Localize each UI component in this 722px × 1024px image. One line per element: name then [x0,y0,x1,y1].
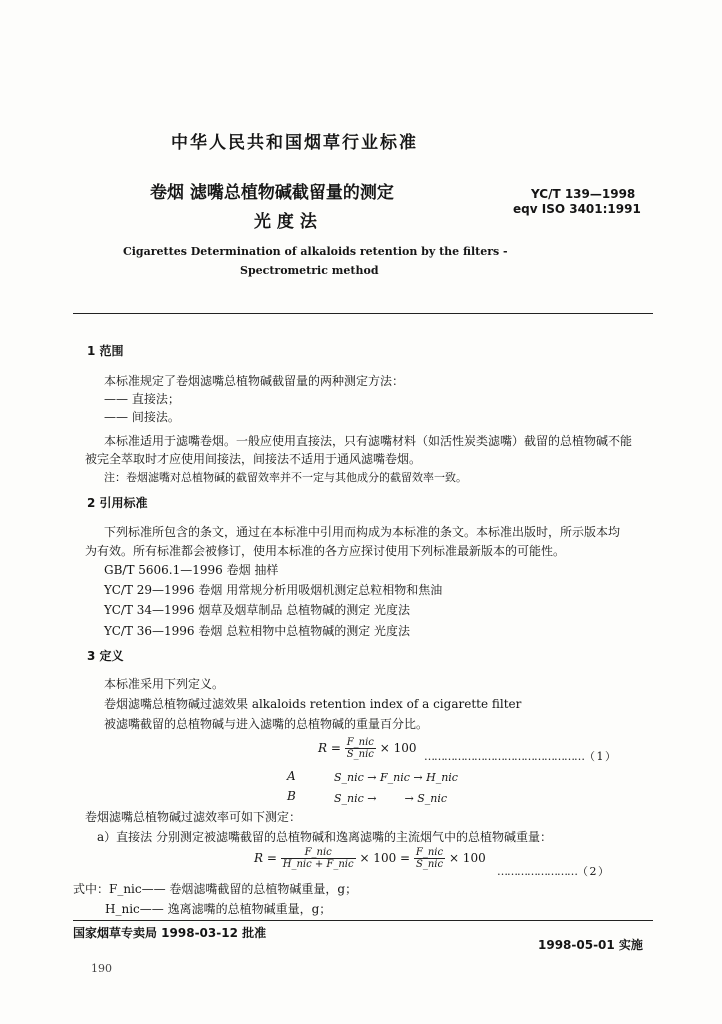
page-number: 190 [91,962,112,975]
equation-1-lhs: R = [318,741,341,755]
reference-item: YC/T 29—1996 卷烟 用常规分析用吸烟机测定总粒相物和焦油 [104,583,443,597]
where-clause-2: H_nic—— 逸离滤嘴的总植物碱重量，g； [105,902,332,916]
equation-1-tail: × 100 [379,741,417,755]
flow-a-label: A [287,769,296,783]
equation-2-mid: × 100 = [359,851,411,865]
term-definition: 被滤嘴截留的总植物碱与进入滤嘴的总植物碱的重量百分比。 [104,717,429,731]
equation-1-fraction [345,737,376,760]
equation-2-lhs: R = [254,851,277,865]
standard-number: YC/T 139—1998 [531,187,636,201]
english-title-line1: Cigarettes Determination of alkaloids retention by the filters - [123,245,508,258]
equation-2-fraction-2 [414,847,445,870]
section-1-heading: 1 范围 [87,344,124,358]
section-1-item-1: —— 直接法； [104,392,180,406]
flow-b-label: B [287,789,296,803]
org-title: 中华人民共和国烟草行业标准 [171,133,418,153]
section-1-para-2-line-2: 被完全萃取时才应使用间接法，间接法不适用于通风滤嘴卷烟。 [85,452,422,466]
where-clause-1: 式中：F_nic—— 卷烟滤嘴截留的总植物碱重量，g； [73,882,358,896]
equation-2-tail: × 100 [448,851,486,865]
doc-title-line1: 卷烟 滤嘴总植物碱截留量的测定 [150,183,394,203]
approval-line: 国家烟草专卖局 1998-03-12 批准 [73,926,267,940]
equation-2 [254,847,486,870]
flow-a: S_nic → F_nic → H_nic [334,771,458,784]
header-divider [73,313,653,314]
section-3-para-3: a）直接法 分别测定被滤嘴截留的总植物碱和逸离滤嘴的主流烟气中的总植物碱重量： [97,830,552,844]
section-2-para-line-2: 为有效。所有标准都会被修订，使用本标准的各方应探讨使用下列标准最新版本的可能性。 [85,544,566,558]
english-title-line2: Spectrometric method [240,264,379,277]
section-1-para-2-line-1: 本标准适用于滤嘴卷烟。一般应使用直接法，只有滤嘴材料（如活性炭类滤嘴）截留的总植物碱不能 [104,434,633,448]
equation-1-numerator: F_nic [346,737,374,748]
equation-2-denominator-2: S_nic [415,859,444,870]
equation-2-tag: ……………………（ 2 ） [497,865,608,878]
section-2-para-line-1: 下列标准所包含的条文，通过在本标准中引用而构成为本标准的条文。本标准出版时，所示版本均 [104,525,621,539]
section-2-heading: 2 引用标准 [87,496,148,510]
standard-eqv: eqv ISO 3401:1991 [513,202,641,216]
equation-1-tag: …………………………………………（ 1 ） [424,750,615,763]
equation-2-fraction-1 [281,847,356,870]
effective-date: 1998-05-01 实施 [538,938,643,952]
reference-item: YC/T 34—1996 烟草及烟草制品 总植物碱的测定 光度法 [104,603,411,617]
equation-1 [318,737,417,760]
section-1-note: 注：卷烟滤嘴对总植物碱的截留效率并不一定与其他成分的截留效率一致。 [104,471,467,484]
section-1-item-2: —— 间接法。 [104,410,180,424]
equation-2-numerator-1: F_nic [281,847,356,859]
section-3-para-1: 本标准采用下列定义。 [104,677,225,691]
equation-1-denominator: S_nic [346,749,374,760]
reference-item: GB/T 5606.1—1996 卷烟 抽样 [104,563,279,577]
equation-2-denominator-1: H_nic + F_nic [282,859,354,870]
doc-title-line2: 光 度 法 [254,212,317,232]
section-1-para-1: 本标准规定了卷烟滤嘴总植物碱截留量的两种测定方法： [104,374,405,388]
term-definition-title: 卷烟滤嘴总植物碱过滤效果 alkaloids retention index of a cigarette filter [104,697,522,711]
flow-b: S_nic → → S_nic [334,792,447,805]
equation-2-numerator-2: F_nic [415,847,444,858]
section-3-para-2: 卷烟滤嘴总植物碱过滤效率可如下测定： [85,810,302,824]
footer-divider [73,920,653,921]
section-3-heading: 3 定义 [87,649,124,663]
reference-item: YC/T 36—1996 卷烟 总粒相物中总植物碱的测定 光度法 [104,624,411,638]
